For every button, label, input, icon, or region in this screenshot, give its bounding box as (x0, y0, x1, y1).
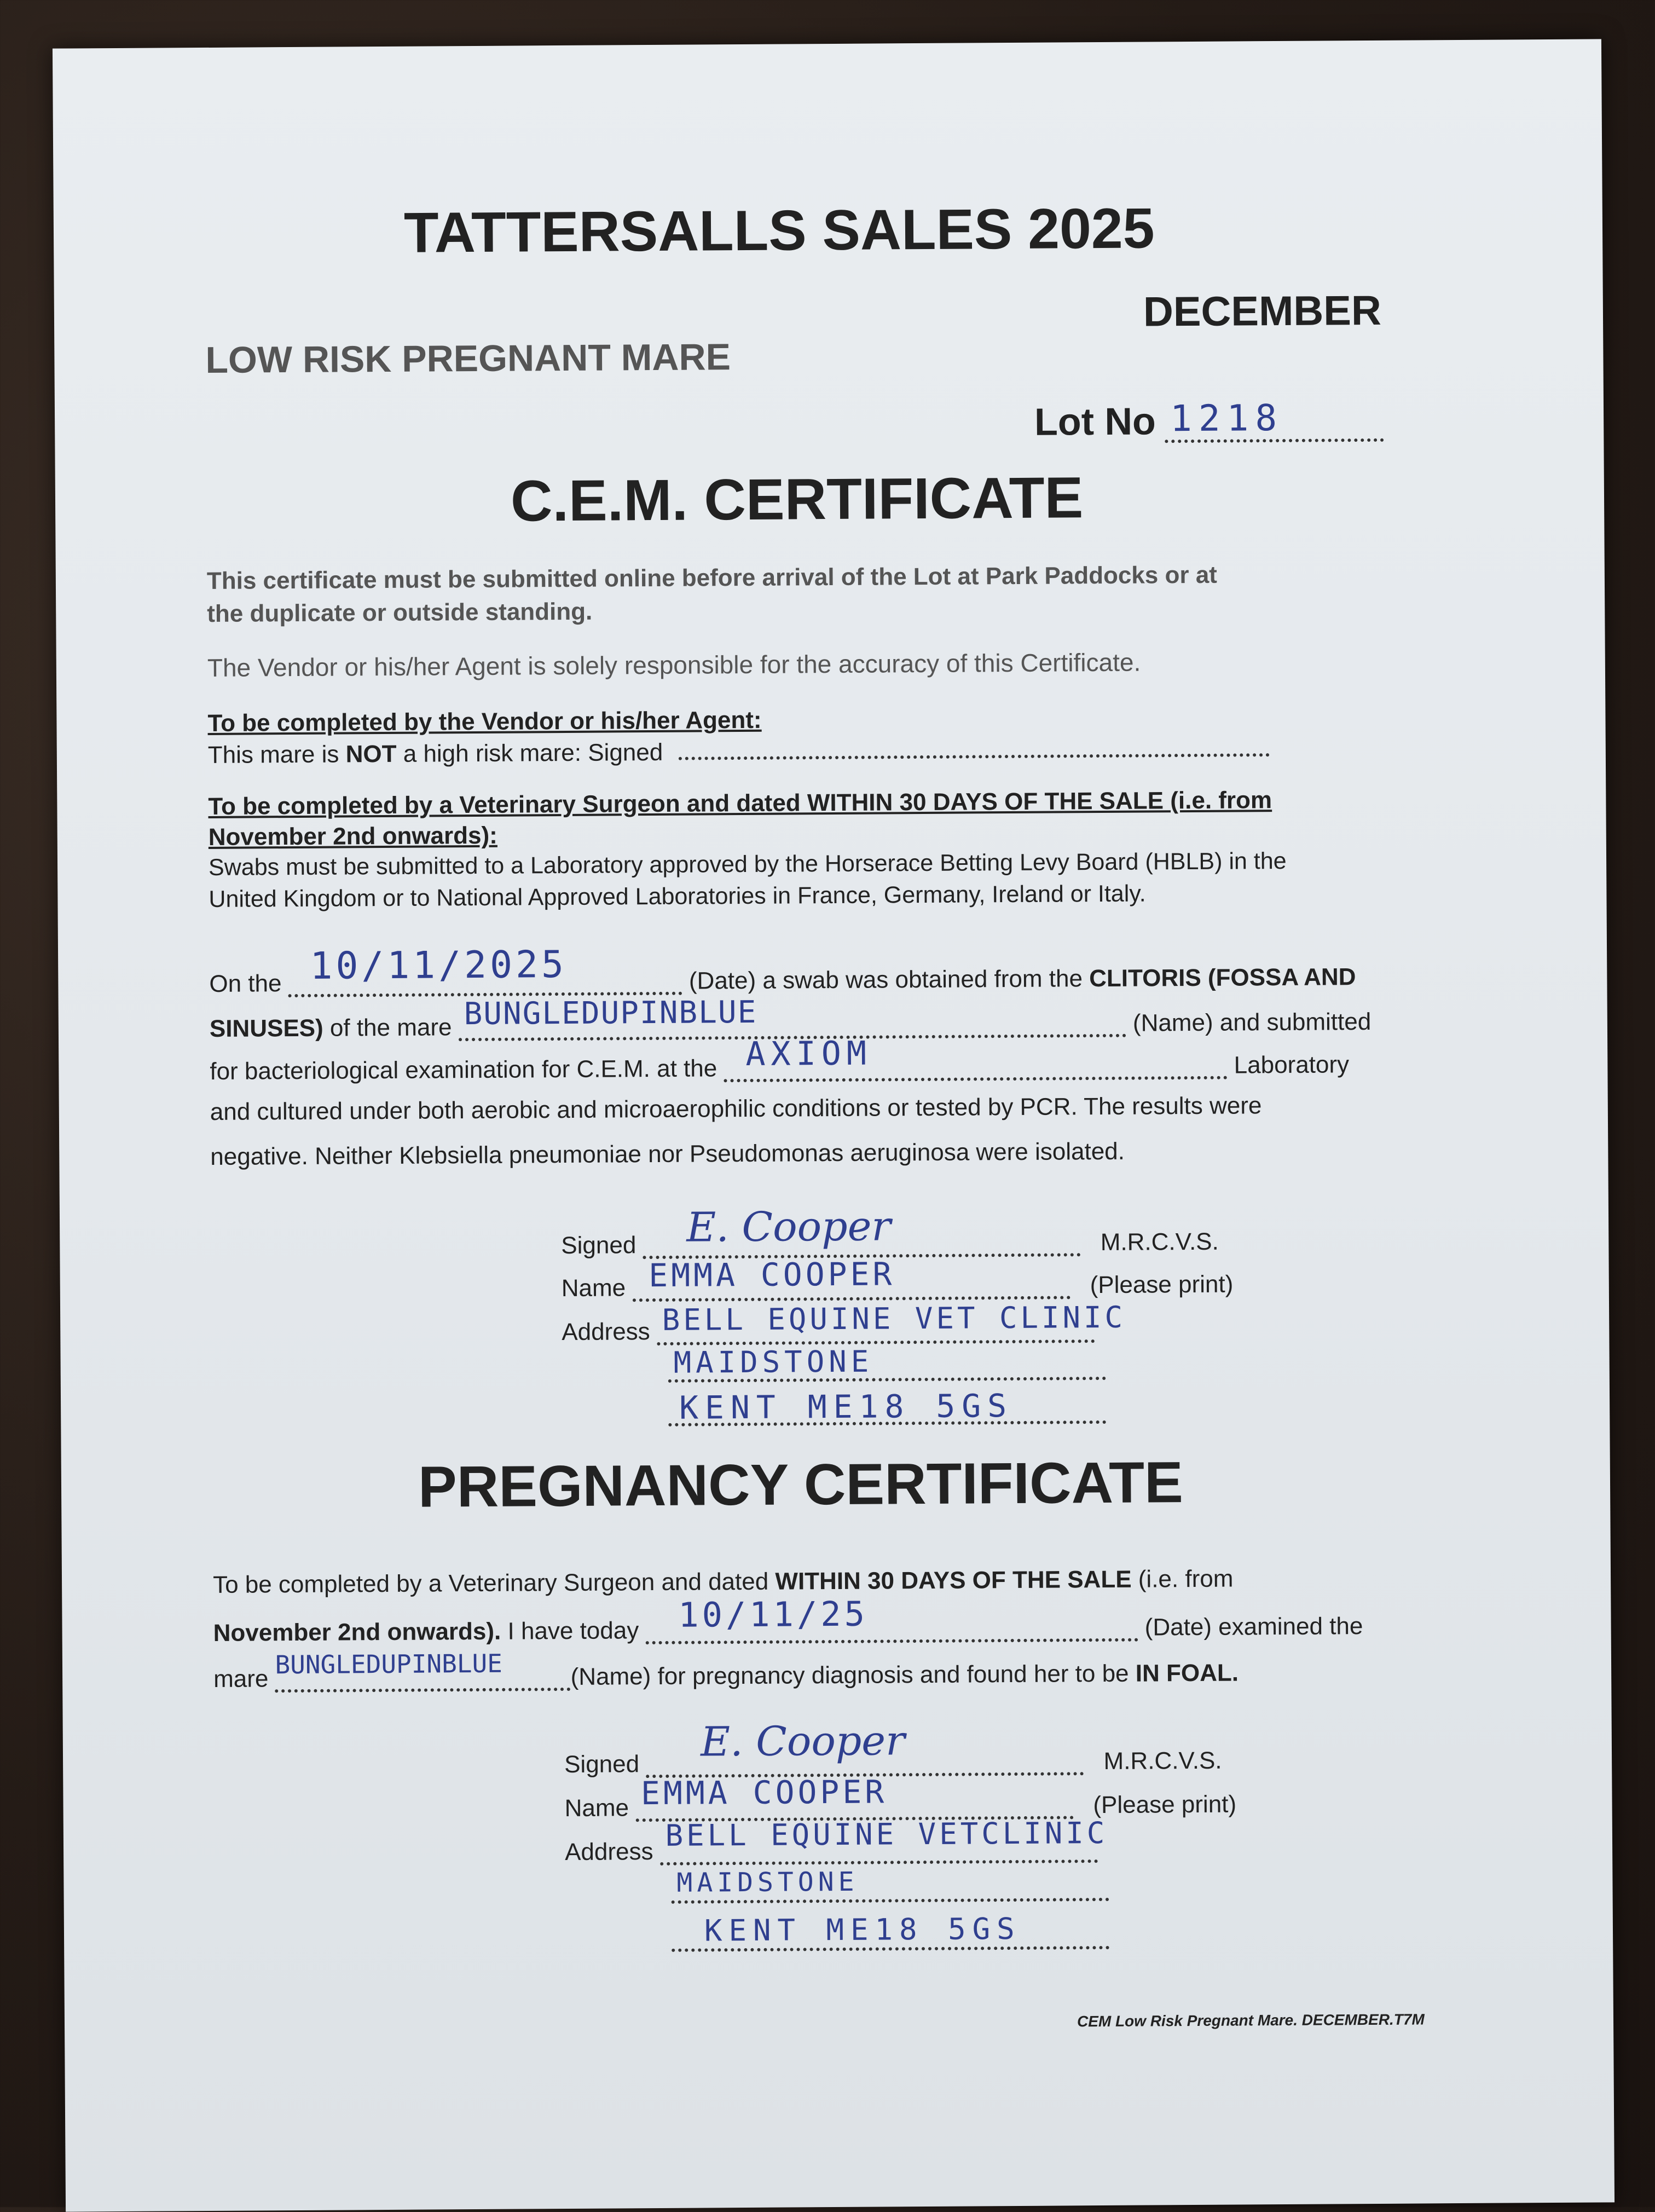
in-foal-label: IN FOAL. (1135, 1659, 1239, 1687)
mare-category: LOW RISK PREGNANT MARE (205, 336, 731, 381)
pregnancy-line-1-bold: WITHIN 30 DAYS OF THE SALE (775, 1566, 1132, 1595)
cem-address-line-1 (562, 1300, 1126, 1346)
preg-signed-line (564, 1717, 1222, 1778)
preg-address-3: KENT ME18 5GS (704, 1911, 1021, 1948)
preg-mrcvs-label: M.R.C.V.S. (1103, 1747, 1222, 1775)
swabs-text-b: United Kingdom or to National Approved Laboratories in France, Germany, Ireland or Italy. (209, 880, 1146, 912)
pregnancy-line-1 (213, 1566, 1234, 1599)
cem-name-label: Name (561, 1274, 626, 1302)
lot-number-field (1034, 396, 1384, 444)
preg-signature: E. Cooper (700, 1717, 905, 1766)
preg-address-field-1 (660, 1815, 1108, 1866)
pregnancy-date-line (213, 1593, 1363, 1647)
cem-address-2: MAIDSTONE (673, 1344, 873, 1380)
cultured-text: and cultured under both aerobic and microaerophilic conditions or tested by PCR. The results were (210, 1092, 1262, 1125)
cem-address-field-3 (668, 1389, 1106, 1426)
clitoris-fossa: CLITORIS (FOSSA AND (1089, 963, 1356, 992)
form-code: CEM Low Risk Pregnant Mare. DECEMBER.T7M (1077, 2011, 1425, 2030)
vet-heading-b: November 2nd onwards): (208, 822, 497, 851)
cem-address-field-1 (657, 1300, 1126, 1345)
vendor-line-not: NOT (345, 740, 397, 768)
cem-intro-1b: the duplicate or outside standing. (207, 598, 593, 627)
cem-signature: E. Cooper (686, 1203, 891, 1251)
pregnancy-mare-field (275, 1648, 570, 1693)
pregnancy-heading: PREGNANCY CERTIFICATE (418, 1450, 1184, 1520)
name-suffix: (Name) and submitted (1132, 1008, 1372, 1037)
pregnancy-date-suffix: (Date) examined the (1144, 1613, 1363, 1641)
swab-date-field (288, 943, 682, 997)
lot-label: Lot No (1034, 400, 1156, 443)
lot-value: 1218 (1170, 396, 1284, 440)
cem-please-print: (Please print) (1090, 1270, 1234, 1299)
vendor-declaration (208, 735, 1270, 769)
sinuses-label: SINUSES) (209, 1014, 323, 1042)
laboratory-field (724, 1034, 1227, 1083)
cem-name-line (561, 1255, 1234, 1302)
pregnancy-mare-value: BUNGLEDUPINBLUE (275, 1648, 503, 1680)
preg-address-field-3 (672, 1911, 1109, 1952)
mare-name-value: BUNGLEDUPINBLUE (464, 994, 757, 1032)
pregnancy-line-1-post: (i.e. from (1131, 1565, 1234, 1593)
cem-intro-1a: This certificate must be submitted online before arrival of the Lot at Park Paddocks or at (206, 561, 1218, 594)
swab-date-line (209, 943, 1356, 998)
pregnancy-date-field (645, 1593, 1138, 1644)
cem-address-field-2 (668, 1345, 1106, 1383)
swab-date-value: 10/11/2025 (310, 943, 568, 988)
cem-name-field (632, 1255, 1070, 1302)
lot-value-line (1165, 396, 1384, 443)
pregnancy-line-1-pre: To be completed by a Veterinary Surgeon and dated (212, 1568, 776, 1598)
vendor-line-pre: This mare is (207, 741, 346, 769)
pregnancy-mare-suffix: (Name) for pregnancy diagnosis and found her to be (570, 1660, 1136, 1690)
pregnancy-date-value: 10/11/25 (678, 1593, 869, 1635)
vet-heading-a: To be completed by a Veterinary Surgeon and dated WITHIN 30 DAYS OF THE SALE (i.e. from (208, 787, 1272, 820)
cem-name-value: EMMA COOPER (649, 1255, 895, 1295)
swabs-text-a: Swabs must be submitted to a Laboratory approved by the Horserace Betting Levy Board (HBLB) in the (208, 847, 1287, 881)
cem-mrcvs-label: M.R.C.V.S. (1100, 1228, 1219, 1256)
pregnancy-mare-label: mare (213, 1665, 269, 1693)
laboratory-suffix: Laboratory (1234, 1051, 1350, 1079)
vendor-line-post: a high risk mare: Signed (396, 738, 663, 767)
cem-signature-field (643, 1203, 1080, 1259)
vendor-signature-line (679, 753, 1270, 760)
cem-heading: C.E.M. CERTIFICATE (510, 465, 1084, 534)
pregnancy-line-2-bold: November 2nd onwards). (213, 1618, 501, 1647)
cem-intro-2: The Vendor or his/her Agent is solely responsible for the accuracy of this Certificate. (207, 648, 1141, 682)
preg-name-value: EMMA COOPER (640, 1773, 888, 1812)
laboratory-line (210, 1034, 1350, 1085)
certificate-sheet (53, 39, 1615, 2211)
sale-month: DECEMBER (1143, 287, 1382, 336)
preg-signed-label: Signed (564, 1751, 640, 1778)
vendor-heading: To be completed by the Vendor or his/her Agent: (207, 706, 762, 737)
preg-address-line-1 (564, 1815, 1108, 1866)
pregnancy-line-2-post: I have today (501, 1617, 639, 1645)
preg-please-print: (Please print) (1093, 1791, 1237, 1819)
preg-address-1: BELL EQUINE VETCLINIC (665, 1815, 1108, 1853)
on-the-label: On the (209, 970, 282, 997)
cem-address-label: Address (562, 1318, 650, 1346)
cem-signed-label: Signed (561, 1232, 636, 1260)
sales-title: TATTERSALLS SALES 2025 (403, 197, 1155, 265)
negative-text: negative. Neither Klebsiella pneumoniae nor Pseudomonas aeruginosa were isolated. (210, 1137, 1125, 1170)
preg-address-2: MAIDSTONE (676, 1866, 859, 1898)
preg-address-field-2 (671, 1866, 1109, 1904)
cem-signed-line (561, 1203, 1219, 1260)
swab-date-suffix: (Date) a swab was obtained from the (688, 965, 1090, 995)
preg-name-label: Name (564, 1794, 629, 1822)
cem-address-1: BELL EQUINE VET CLINIC (662, 1300, 1126, 1337)
bact-label: for bacteriological examination for C.E.M. at the (210, 1055, 717, 1085)
of-the-mare-label: of the mare (323, 1014, 452, 1042)
cem-address-3: KENT ME18 5GS (679, 1387, 1014, 1426)
pregnancy-mare-line (213, 1648, 1239, 1693)
preg-address-label: Address (564, 1838, 653, 1866)
laboratory-value: AXIOM (745, 1034, 872, 1073)
